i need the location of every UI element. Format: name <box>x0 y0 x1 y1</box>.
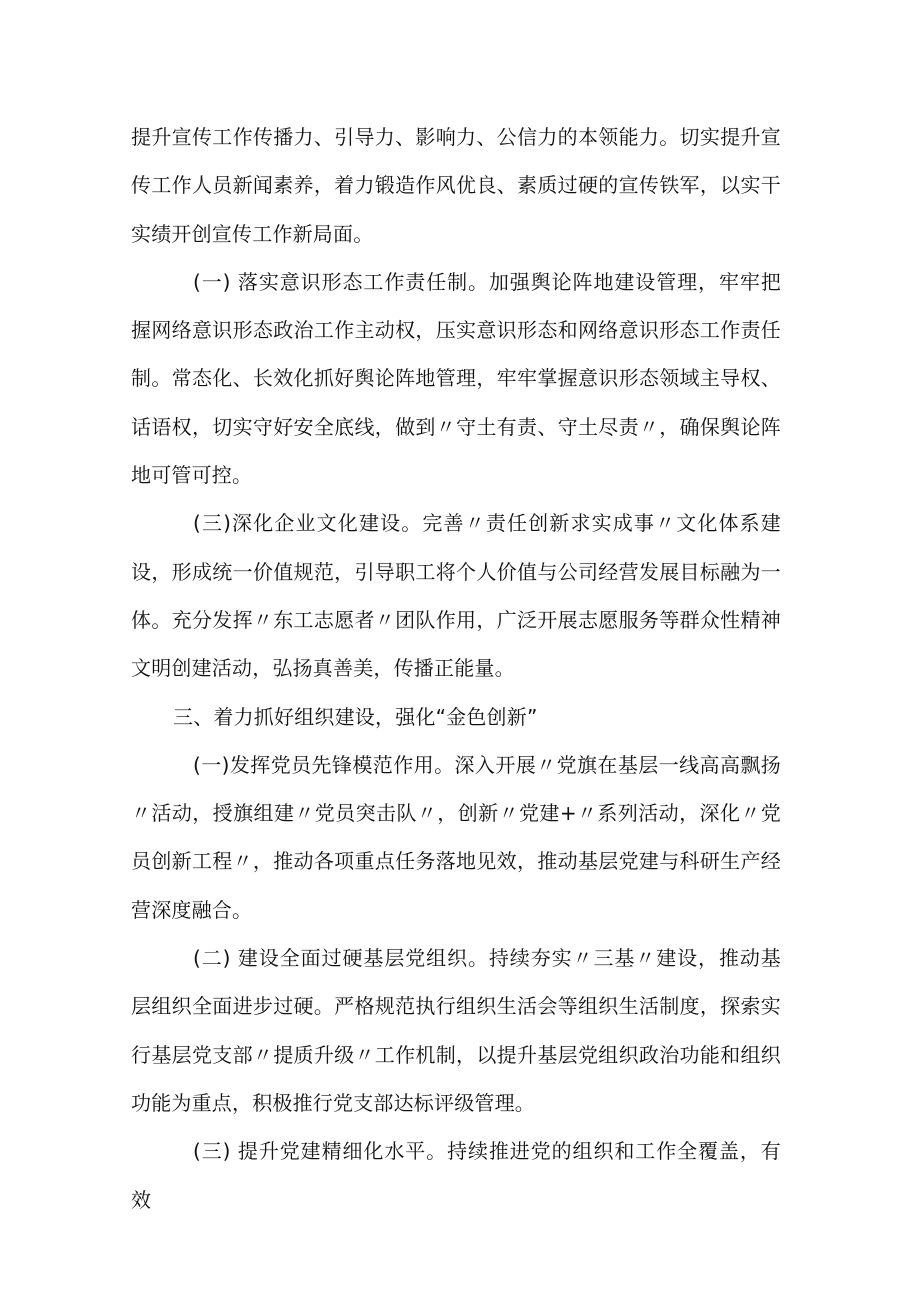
paragraph-corporate-culture: (三)深化企业文化建设。完善〃责任创新求实成事〃文化体系建设，形成统一价值规范，引导职工将个人价值与公司经营发展目标融为一体。充分发挥〃东工志愿者〃团队作用，广泛开展志愿服务等群众性精神文明创建活动，弘扬真善美，传播正能量。 <box>131 511 781 681</box>
paragraph-ideology-responsibility: (一) 落实意识形态工作责任制。加强舆论阵地建设管理，牢牢把握网络意识形态政治工作主动权，压实意识形态和网络意识形态工作责任制。常态化、长效化抓好舆论阵地管理，牢牢掌握意识形态领域主导权、话语权，切实守好安全底线，做到〃守土有责、守土尽责〃，确保舆论阵地可管可控。 <box>131 269 781 488</box>
paragraph-party-member-vanguard: (一)发挥党员先锋模范作用。深入开展〃党旗在基层一线高高飘扬〃活动，授旗组建〃党员突击队〃，创新〃党建+〃系列活动，深化〃党员创新工程〃，推动各项重点任务落地见效，推动基层党建与科研生产经营深度融合。 <box>131 752 781 922</box>
section-heading-organization: 三、着力抓好组织建设，强化“金色创新” <box>173 704 538 729</box>
document-body <box>131 113 781 1224</box>
paragraph-grassroots-organization: (二) 建设全面过硬基层党组织。持续夯实〃三基〃建设，推动基层组织全面进步过硬。严格规范执行组织生活会等组织生活制度，探索实行基层党支部〃提质升级〃工作机制，以提升基层党组织政治功能和组织功能为重点，积极推行党支部达标评级管理。 <box>131 946 781 1115</box>
paragraph-propaganda-capability: 提升宣传工作传播力、引导力、影响力、公信力的本领能力。切实提升宣传工作人员新闻素养，着力锻造作风优良、素质过硬的宣传铁军，以实干实绩开创宣传工作新局面。 <box>131 125 781 246</box>
paragraph-party-building-refinement: (三) 提升党建精细化水平。持续推进党的组织和工作全覆盖，有效 <box>131 1139 781 1212</box>
